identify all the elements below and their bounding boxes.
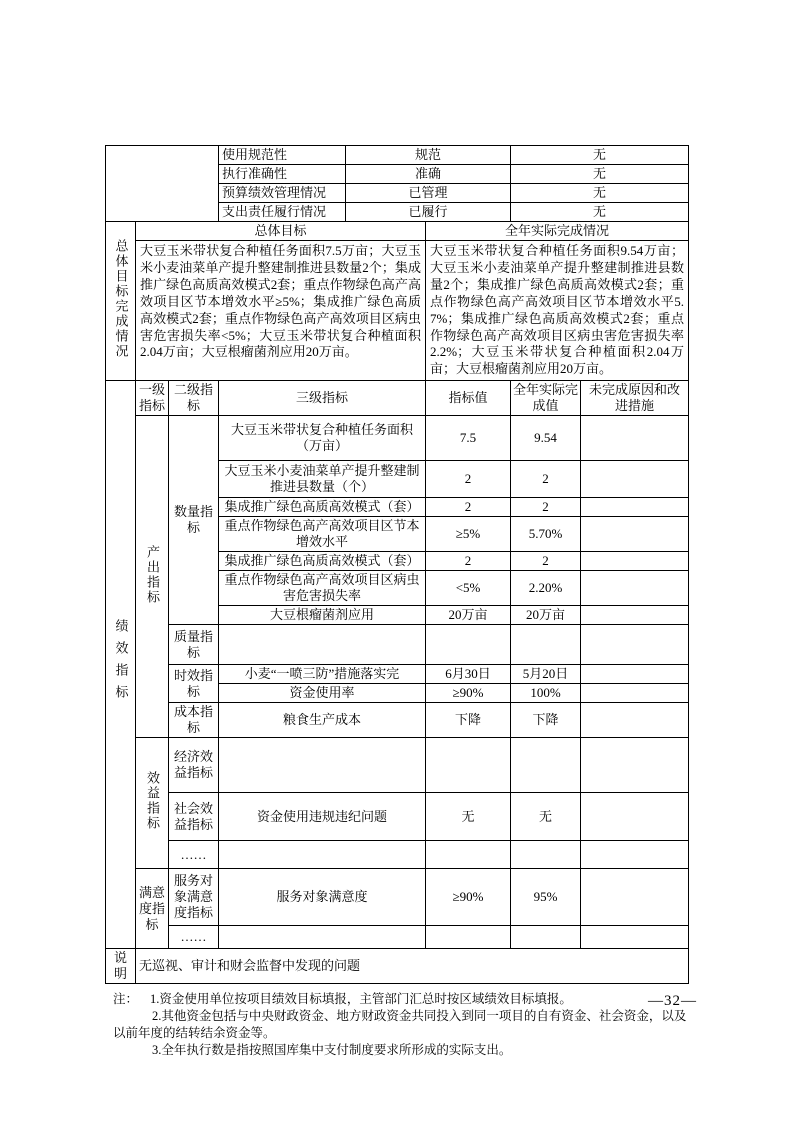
reason-cell (581, 926, 689, 949)
note-prefix: 注： (113, 992, 139, 1007)
indicator-actual: 5月20日 (511, 665, 581, 684)
indicator-name: 资金使用违规违纪问题 (219, 793, 426, 841)
indicator-row (106, 926, 689, 949)
notes-section (113, 991, 689, 1059)
indicator-actual (511, 841, 581, 869)
level2-ellipsis: …… (169, 841, 219, 869)
note-text: 3.全年执行数是指按照国库集中支付制度要求所形成的实际支出。 (152, 1043, 512, 1058)
indicator-actual: 无 (511, 793, 581, 841)
indicator-name (219, 625, 426, 665)
header-reason: 未完成原因和改进措施 (581, 381, 689, 416)
note-text: 2.其他资金包括与中央财政资金、地方财政资金共同投入到同一项目的自有资金、社会资金，以及以前年度的结转结余资金等。 (113, 1009, 687, 1041)
indicator-actual: 2.20% (511, 571, 581, 606)
remark-label: 说明 (106, 949, 136, 984)
note-text: 1.资金使用单位按项目绩效目标填报，主管部门汇总时按区域绩效目标填报。 (150, 992, 572, 1007)
indicator-row (106, 416, 689, 461)
reason-cell (581, 793, 689, 841)
indicator-actual: 下降 (511, 703, 581, 738)
reason-cell (581, 552, 689, 571)
reason-cell (581, 738, 689, 793)
indicator-target (426, 625, 511, 665)
reason-cell (581, 571, 689, 606)
table-row (106, 381, 689, 416)
page-number: —32— (648, 993, 697, 1009)
indicator-target: 2 (426, 461, 511, 498)
indicator-actual: 100% (511, 684, 581, 703)
level2-ellipsis: …… (169, 926, 219, 949)
table-row (106, 222, 689, 241)
indicator-target: 下降 (426, 703, 511, 738)
indicator-name: 集成推广绿色高质高效模式（套） (219, 552, 426, 571)
reason-cell (581, 841, 689, 869)
note-item (113, 1042, 689, 1059)
indicator-row (106, 665, 689, 684)
indicator-target: 7.5 (426, 416, 511, 461)
indicator-actual: 2 (511, 552, 581, 571)
overall-goal-header: 总体目标 (136, 222, 426, 241)
check-item-value: 规范 (346, 146, 511, 165)
indicator-name: 重点作物绿色高产高效项目区节本增效水平 (219, 517, 426, 552)
level2-cost: 成本指标 (169, 703, 219, 738)
table-row (106, 146, 689, 165)
actual-completion-header: 全年实际完成情况 (426, 222, 689, 241)
indicator-row (106, 869, 689, 926)
indicator-target (426, 841, 511, 869)
indicator-row (106, 703, 689, 738)
indicator-row (106, 793, 689, 841)
indicator-actual: 2 (511, 461, 581, 498)
reason-cell (581, 665, 689, 684)
indicator-target: 6月30日 (426, 665, 511, 684)
indicator-actual (511, 625, 581, 665)
header-actual-value: 全年实际完成值 (511, 381, 581, 416)
indicator-target: ≥90% (426, 869, 511, 926)
indicator-actual (511, 926, 581, 949)
check-item-value: 已履行 (346, 203, 511, 222)
level2-economic: 经济效益指标 (169, 738, 219, 793)
level1-satisfaction-indicator: 满意度指标 (136, 869, 169, 949)
note-item (113, 991, 689, 1008)
level1-output-label-text: 产出指标 (145, 544, 160, 605)
indicator-actual: 20万亩 (511, 606, 581, 625)
check-item-label: 使用规范性 (219, 146, 346, 165)
remark-text: 无巡视、审计和财会监督中发现的问题 (136, 949, 689, 984)
indicator-target: 无 (426, 793, 511, 841)
indicator-name (219, 926, 426, 949)
check-item-issue: 无 (511, 184, 689, 203)
note-item (113, 1008, 689, 1042)
overall-goal-side-label-text: 总体目标完成情况 (113, 239, 129, 360)
indicator-target: 20万亩 (426, 606, 511, 625)
indicator-name: 重点作物绿色高产高效项目区病虫害危害损失率 (219, 571, 426, 606)
indicator-actual: 5.70% (511, 517, 581, 552)
check-item-value: 已管理 (346, 184, 511, 203)
indicator-name (219, 738, 426, 793)
overall-goal-side-label (106, 222, 136, 381)
level2-service-satisfaction: 服务对象满意度指标 (169, 869, 219, 926)
carryover-empty-cell (106, 146, 219, 222)
reason-cell (581, 869, 689, 926)
performance-report-table (105, 145, 689, 984)
check-item-label: 执行准确性 (219, 165, 346, 184)
indicator-name: 大豆根瘤菌剂应用 (219, 606, 426, 625)
reason-cell (581, 684, 689, 703)
level1-benefit-label-text: 效益指标 (145, 771, 160, 832)
indicator-name (219, 841, 426, 869)
check-item-value: 准确 (346, 165, 511, 184)
table-row (106, 241, 689, 381)
indicator-target (426, 738, 511, 793)
reason-cell (581, 517, 689, 552)
check-item-issue: 无 (511, 146, 689, 165)
header-level2: 二级指标 (169, 381, 219, 416)
indicator-target: 2 (426, 498, 511, 517)
indicator-target: 2 (426, 552, 511, 571)
table-row (106, 949, 689, 984)
perf-indicator-side-label-text: 绩效指标 (113, 618, 129, 707)
indicator-name: 大豆玉米带状复合种植任务面积（万亩） (219, 416, 426, 461)
level1-output-indicator (136, 416, 169, 738)
indicator-target (426, 926, 511, 949)
indicator-row (106, 738, 689, 793)
indicator-row (106, 625, 689, 665)
check-item-label: 预算绩效管理情况 (219, 184, 346, 203)
indicator-actual (511, 738, 581, 793)
actual-completion-text: 大豆玉米带状复合种植任务面积9.54万亩；大豆玉米小麦油菜单产提升整建制推进县数量2个；集成推广绿色高质高效模式2套；重点作物绿色高产高效项目区节本增效水平5.7%；集成推广绿色高质高效模式2套；重点作物绿色高产高效项目区病虫害危害损失率2.2%；大豆玉米带状复合种植面积2.04万亩；大豆根瘤菌剂应用20万亩。 (426, 241, 689, 381)
reason-cell (581, 498, 689, 517)
check-item-label: 支出责任履行情况 (219, 203, 346, 222)
indicator-name: 大豆玉米小麦油菜单产提升整建制推进县数量（个） (219, 461, 426, 498)
header-target-value: 指标值 (426, 381, 511, 416)
level2-quantity: 数量指标 (169, 416, 219, 625)
reason-cell (581, 606, 689, 625)
indicator-actual: 2 (511, 498, 581, 517)
overall-goal-text: 大豆玉米带状复合种植任务面积7.5万亩；大豆玉米小麦油菜单产提升整建制推进县数量2个；集成推广绿色高质高效模式2套；重点作物绿色高产高效项目区节本增效水平≥5%；集成推广绿色高质高效模式2套；重点作物绿色高产高效项目区病虫害危害损失率<5%；大豆玉米带状复合种植面积2.04万亩；大豆根瘤菌剂应用20万亩。 (136, 241, 426, 381)
check-item-issue: 无 (511, 203, 689, 222)
indicator-name: 小麦“一喷三防”措施落实完 (219, 665, 426, 684)
indicator-name: 服务对象满意度 (219, 869, 426, 926)
level2-timeliness: 时效指标 (169, 665, 219, 703)
level2-quality: 质量指标 (169, 625, 219, 665)
indicator-actual: 9.54 (511, 416, 581, 461)
indicator-row (106, 841, 689, 869)
indicator-target: <5% (426, 571, 511, 606)
indicator-target: ≥5% (426, 517, 511, 552)
header-level3: 三级指标 (219, 381, 426, 416)
indicator-name: 集成推广绿色高质高效模式（套） (219, 498, 426, 517)
reason-cell (581, 625, 689, 665)
check-item-issue: 无 (511, 165, 689, 184)
reason-cell (581, 461, 689, 498)
indicator-actual: 95% (511, 869, 581, 926)
header-level1: 一级指标 (136, 381, 169, 416)
indicator-name: 资金使用率 (219, 684, 426, 703)
perf-indicator-side-label (106, 381, 136, 949)
indicator-name: 粮食生产成本 (219, 703, 426, 738)
indicator-target: ≥90% (426, 684, 511, 703)
reason-cell (581, 416, 689, 461)
report-sheet (105, 145, 689, 1059)
level2-social: 社会效益指标 (169, 793, 219, 841)
level1-benefit-indicator (136, 738, 169, 869)
reason-cell (581, 703, 689, 738)
